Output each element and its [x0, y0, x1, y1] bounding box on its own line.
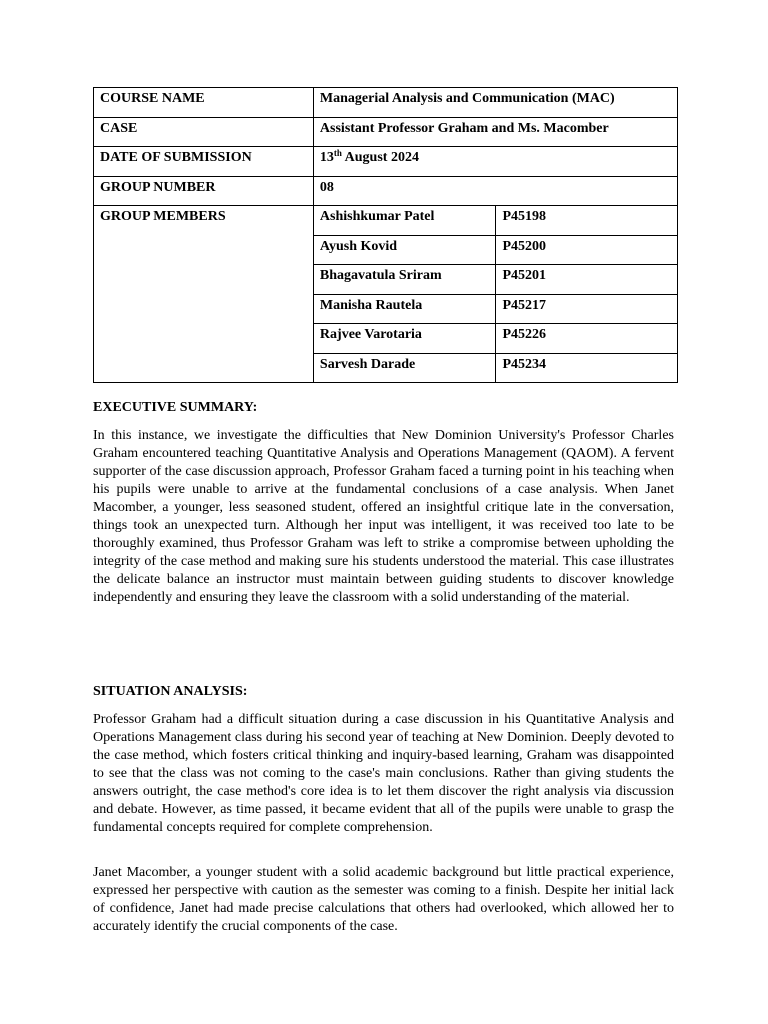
member-id: P45200 — [496, 235, 678, 265]
date-suffix: th — [333, 148, 342, 158]
table-row — [94, 176, 678, 206]
date-label: DATE OF SUBMISSION — [94, 147, 314, 177]
member-id: P45198 — [496, 206, 678, 236]
member-name: Ashishkumar Patel — [313, 206, 496, 236]
table-row — [94, 117, 678, 147]
date-day: 13 — [319, 150, 334, 165]
course-info-table — [93, 87, 678, 383]
member-id: P45217 — [496, 294, 678, 324]
situation-analysis-paragraph-2: Janet Macomber, a younger student with a solid academic background but little practical experience, expressed her perspective with caution as the semester was coming to a finish. Despite her initial lack of confidence, Janet had made precise calculations that others had overlooked, which allowed her to accurately identify the crucial components of the case. — [93, 865, 674, 934]
member-name: Sarvesh Darade — [313, 353, 496, 383]
member-name: Manisha Rautela — [313, 294, 496, 324]
situation-analysis-paragraph-1: Professor Graham had a difficult situation during a case discussion in his Quantitative Analysis and Operations Management class during his second year of teaching at New Dominion. Deeply devoted to the case method, which fosters critical thinking and inquiry-based learning, Graham was disappointed to see that the class was not coming to the case's main conclusions. Rather than giving students the answers outright, the case method's core idea is to let them discover the right analysis via discussion and debate. However, as time passed, it became evident that all of the pupils were unable to grasp the fundamental concepts required for complete comprehension. — [93, 712, 674, 835]
table-row — [94, 147, 678, 177]
executive-summary-heading: EXECUTIVE SUMMARY: — [93, 400, 258, 415]
table-row — [94, 206, 678, 236]
member-name: Bhagavatula Sriram — [313, 265, 496, 295]
member-id: P45234 — [496, 353, 678, 383]
case-label: CASE — [94, 117, 314, 147]
document-page — [93, 87, 678, 934]
case-value: Assistant Professor Graham and Ms. Macomber — [313, 117, 677, 147]
table-row — [94, 88, 678, 118]
member-id: P45226 — [496, 324, 678, 354]
group-members-label: GROUP MEMBERS — [94, 206, 314, 383]
date-rest: August 2024 — [341, 150, 419, 165]
executive-summary-paragraph: In this instance, we investigate the difficulties that New Dominion University's Professor Charles Graham encountered teaching Quantitative Analysis and Operations Management (QAOM). A fervent supporter of the case discussion approach, Professor Graham faced a turning point in his teaching when his pupils were unable to arrive at the fundamental conclusions of a case analysis. When Janet Macomber, a younger, less seasoned student, offered an insightful critique late in the conversation, things took an unexpected turn. Although her input was intelligent, it was received too late to be thoroughly examined, thus Professor Graham was left to strike a compromise between upholding the integrity of the case method and making sure his students understood the material. This case illustrates the delicate balance an instructor must maintain between guiding students to discover knowledge independently and ensuring they leave the classroom with a solid understanding of the material. — [93, 428, 674, 605]
member-name: Ayush Kovid — [313, 235, 496, 265]
course-name-label: COURSE NAME — [94, 88, 314, 118]
group-number-label: GROUP NUMBER — [94, 176, 314, 206]
course-name-value: Managerial Analysis and Communication (MAC) — [313, 88, 677, 118]
date-value — [313, 147, 677, 177]
group-number-value: 08 — [313, 176, 677, 206]
member-id: P45201 — [496, 265, 678, 295]
situation-analysis-heading: SITUATION ANALYSIS: — [93, 684, 248, 699]
member-name: Rajvee Varotaria — [313, 324, 496, 354]
